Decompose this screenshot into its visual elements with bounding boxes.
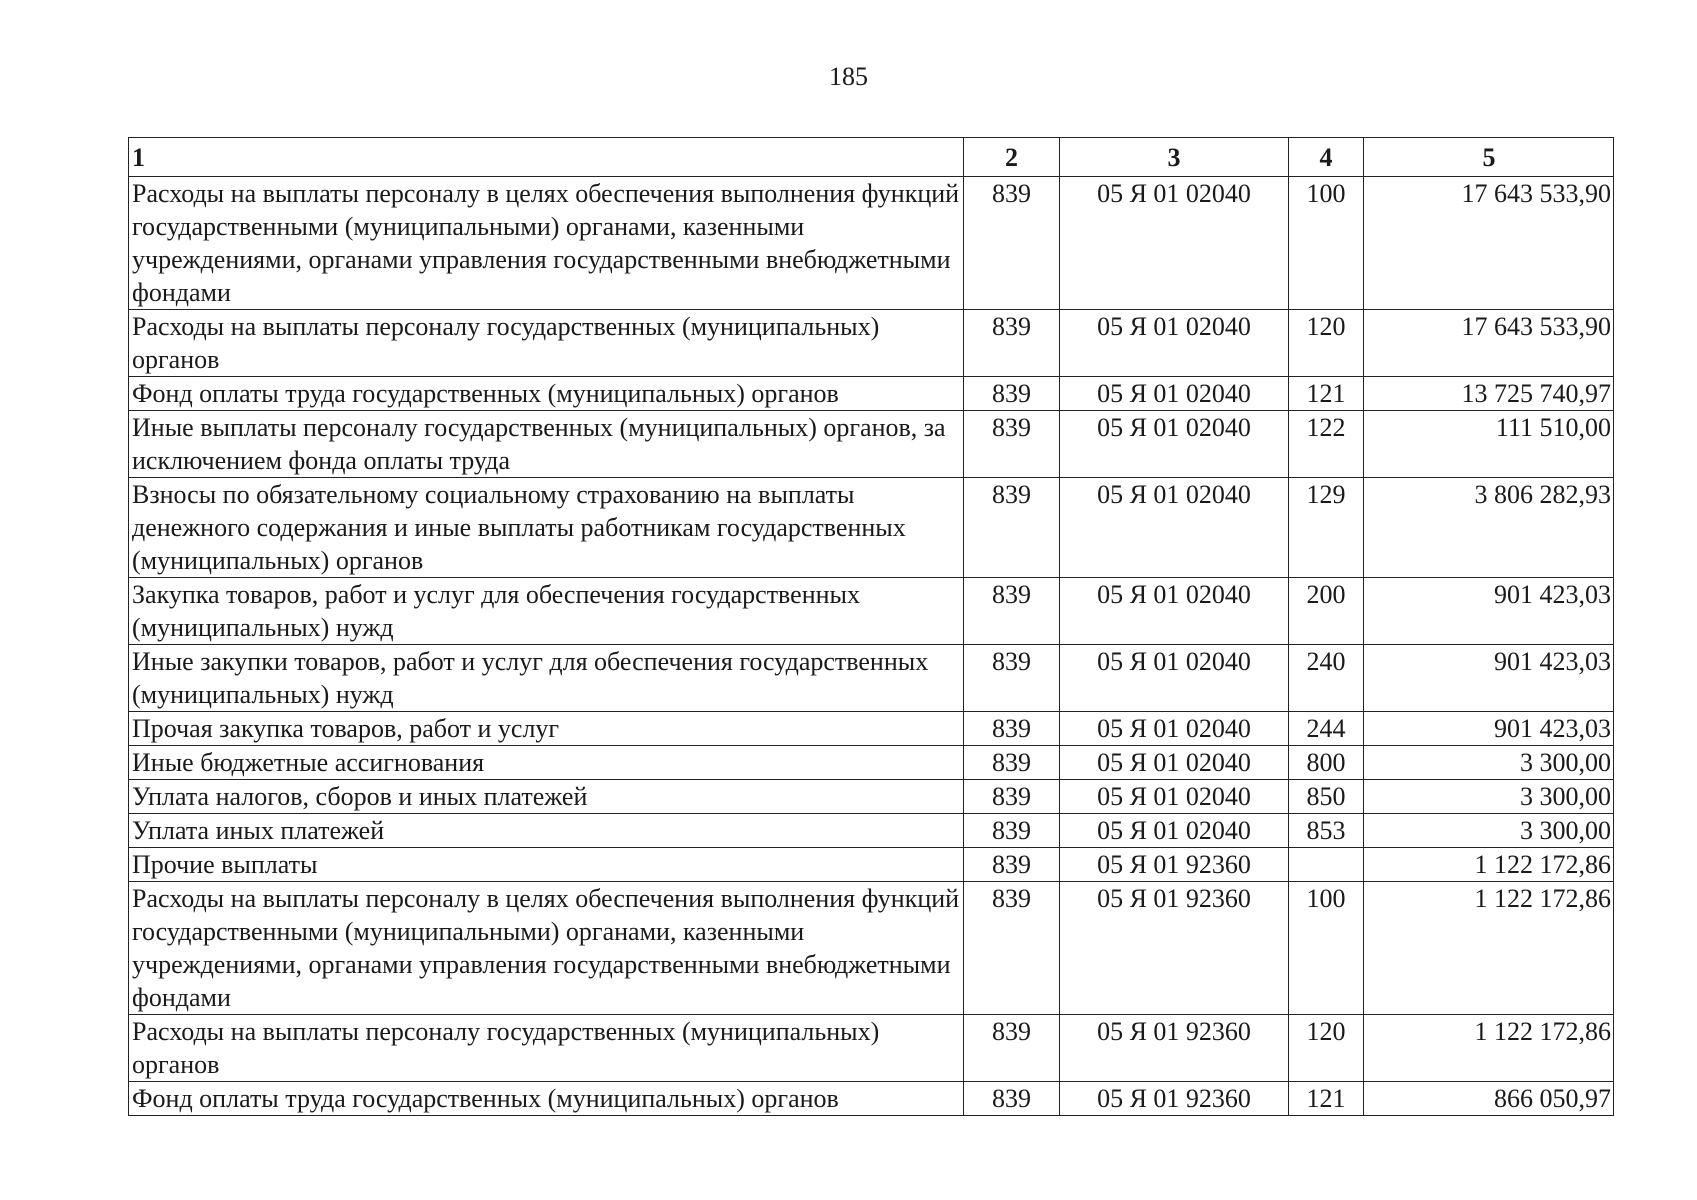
budget-table-container [128, 137, 1614, 1116]
row-target-code: 05 Я 01 02040 [1060, 310, 1289, 377]
row-amount: 17 643 533,90 [1364, 177, 1614, 310]
row-expense-type: 121 [1289, 1082, 1364, 1116]
row-name: Фонд оплаты труда государственных (муниципальных) органов [129, 1082, 964, 1116]
row-expense-type: 853 [1289, 814, 1364, 848]
table-row [129, 1082, 1614, 1116]
row-admin-code: 839 [964, 848, 1060, 882]
row-name: Расходы на выплаты персоналу в целях обеспечения выполнения функций государственными (муниципальными) органами, казенными учреждениями, органами управления государственными внебюджетными фондами [129, 882, 964, 1015]
row-target-code: 05 Я 01 02040 [1060, 578, 1289, 645]
table-row [129, 177, 1614, 310]
row-target-code: 05 Я 01 92360 [1060, 1015, 1289, 1082]
row-admin-code: 839 [964, 645, 1060, 712]
row-admin-code: 839 [964, 780, 1060, 814]
row-amount: 1 122 172,86 [1364, 882, 1614, 1015]
row-amount: 17 643 533,90 [1364, 310, 1614, 377]
row-amount: 901 423,03 [1364, 578, 1614, 645]
row-name: Уплата иных платежей [129, 814, 964, 848]
table-row [129, 478, 1614, 578]
row-expense-type: 244 [1289, 712, 1364, 746]
table-row [129, 712, 1614, 746]
table-row [129, 814, 1614, 848]
row-admin-code: 839 [964, 1015, 1060, 1082]
row-amount: 111 510,00 [1364, 411, 1614, 478]
table-header [129, 138, 1614, 177]
row-target-code: 05 Я 01 02040 [1060, 712, 1289, 746]
row-expense-type: 100 [1289, 882, 1364, 1015]
row-target-code: 05 Я 01 92360 [1060, 1082, 1289, 1116]
row-target-code: 05 Я 01 02040 [1060, 645, 1289, 712]
table-body [129, 177, 1614, 1116]
row-expense-type: 122 [1289, 411, 1364, 478]
row-admin-code: 839 [964, 578, 1060, 645]
row-target-code: 05 Я 01 02040 [1060, 814, 1289, 848]
table-row [129, 882, 1614, 1015]
row-name: Иные выплаты персоналу государственных (муниципальных) органов, за исключением фонда оплаты труда [129, 411, 964, 478]
row-amount: 866 050,97 [1364, 1082, 1614, 1116]
header-col-3: 3 [1060, 138, 1289, 177]
table-row [129, 746, 1614, 780]
row-target-code: 05 Я 01 02040 [1060, 780, 1289, 814]
header-col-4: 4 [1289, 138, 1364, 177]
row-target-code: 05 Я 01 02040 [1060, 411, 1289, 478]
table-row [129, 310, 1614, 377]
row-target-code: 05 Я 01 92360 [1060, 882, 1289, 1015]
page-number: 185 [829, 62, 868, 91]
row-expense-type [1289, 848, 1364, 882]
row-name: Прочая закупка товаров, работ и услуг [129, 712, 964, 746]
row-admin-code: 839 [964, 1082, 1060, 1116]
header-col-2: 2 [964, 138, 1060, 177]
row-expense-type: 200 [1289, 578, 1364, 645]
row-amount: 13 725 740,97 [1364, 377, 1614, 411]
row-expense-type: 120 [1289, 310, 1364, 377]
row-expense-type: 120 [1289, 1015, 1364, 1082]
row-expense-type: 100 [1289, 177, 1364, 310]
row-name: Расходы на выплаты персоналу в целях обеспечения выполнения функций государственными (муниципальными) органами, казенными учреждениями, органами управления государственными внебюджетными фондами [129, 177, 964, 310]
budget-table [128, 137, 1614, 1116]
row-admin-code: 839 [964, 882, 1060, 1015]
table-row [129, 848, 1614, 882]
row-admin-code: 839 [964, 310, 1060, 377]
row-target-code: 05 Я 01 02040 [1060, 478, 1289, 578]
row-amount: 1 122 172,86 [1364, 848, 1614, 882]
row-name: Расходы на выплаты персоналу государственных (муниципальных) органов [129, 310, 964, 377]
row-name: Иные закупки товаров, работ и услуг для обеспечения государственных (муниципальных) нужд [129, 645, 964, 712]
row-admin-code: 839 [964, 177, 1060, 310]
table-row [129, 1015, 1614, 1082]
row-admin-code: 839 [964, 712, 1060, 746]
row-amount: 3 806 282,93 [1364, 478, 1614, 578]
header-col-1: 1 [129, 138, 964, 177]
table-row [129, 411, 1614, 478]
row-amount: 3 300,00 [1364, 814, 1614, 848]
row-amount: 3 300,00 [1364, 746, 1614, 780]
row-name: Взносы по обязательному социальному страхованию на выплаты денежного содержания и иные выплаты работникам государственных (муниципальных) органов [129, 478, 964, 578]
row-name: Уплата налогов, сборов и иных платежей [129, 780, 964, 814]
row-name: Фонд оплаты труда государственных (муниципальных) органов [129, 377, 964, 411]
table-row [129, 780, 1614, 814]
table-row [129, 578, 1614, 645]
row-amount: 901 423,03 [1364, 645, 1614, 712]
row-expense-type: 800 [1289, 746, 1364, 780]
row-name: Расходы на выплаты персоналу государственных (муниципальных) органов [129, 1015, 964, 1082]
row-admin-code: 839 [964, 377, 1060, 411]
row-target-code: 05 Я 01 02040 [1060, 177, 1289, 310]
row-amount: 1 122 172,86 [1364, 1015, 1614, 1082]
row-target-code: 05 Я 01 02040 [1060, 746, 1289, 780]
row-admin-code: 839 [964, 478, 1060, 578]
row-amount: 901 423,03 [1364, 712, 1614, 746]
table-row [129, 377, 1614, 411]
row-expense-type: 129 [1289, 478, 1364, 578]
row-admin-code: 839 [964, 411, 1060, 478]
row-name: Закупка товаров, работ и услуг для обеспечения государственных (муниципальных) нужд [129, 578, 964, 645]
row-target-code: 05 Я 01 92360 [1060, 848, 1289, 882]
table-row [129, 645, 1614, 712]
row-name: Иные бюджетные ассигнования [129, 746, 964, 780]
row-target-code: 05 Я 01 02040 [1060, 377, 1289, 411]
row-admin-code: 839 [964, 746, 1060, 780]
header-row [129, 138, 1614, 177]
row-name: Прочие выплаты [129, 848, 964, 882]
row-admin-code: 839 [964, 814, 1060, 848]
row-expense-type: 121 [1289, 377, 1364, 411]
row-amount: 3 300,00 [1364, 780, 1614, 814]
row-expense-type: 850 [1289, 780, 1364, 814]
header-col-5: 5 [1364, 138, 1614, 177]
row-expense-type: 240 [1289, 645, 1364, 712]
